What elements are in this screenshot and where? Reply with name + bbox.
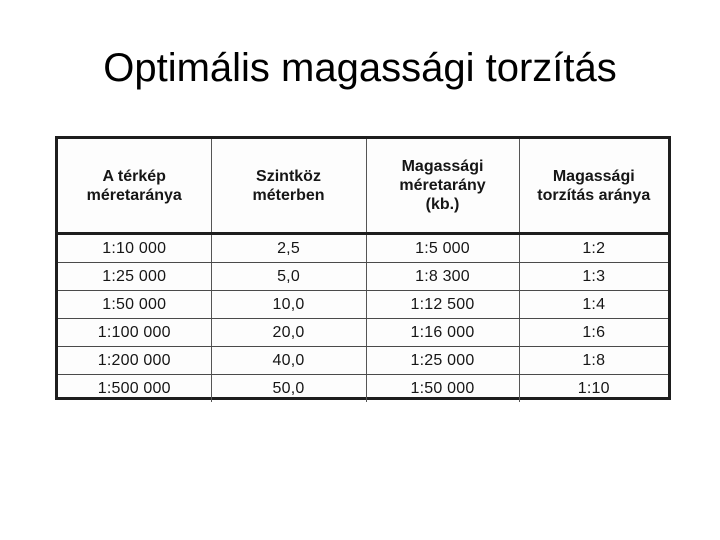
table-row <box>58 234 668 263</box>
table-row <box>58 347 668 375</box>
cell-exaggeration-ratio: 1:4 <box>519 291 668 319</box>
cell-exaggeration-ratio: 1:10 <box>577 379 610 397</box>
cell-map-scale: 1:25 000 <box>58 263 211 291</box>
cell-contour-interval: 20,0 <box>211 319 366 347</box>
table-row <box>58 375 668 403</box>
cell-contour-interval: 2,5 <box>211 234 366 263</box>
table-header <box>58 139 668 234</box>
header-map-scale: A térkép méretaránya <box>58 139 211 234</box>
table-row <box>58 291 668 319</box>
cell-map-scale: 1:10 000 <box>58 234 211 263</box>
cell-vertical-scale: 1:8 300 <box>366 263 519 291</box>
cell-map-scale: 1:50 000 <box>58 291 211 319</box>
slide-title: Optimális magassági torzítás <box>103 46 617 90</box>
cell-vertical-scale: 1:50 000 <box>366 375 519 403</box>
cell-vertical-scale: 1:25 000 <box>366 347 519 375</box>
header-vertical-scale: Magassági méretarány (kb.) <box>366 139 519 234</box>
cell-map-scale: 1:200 000 <box>58 347 211 375</box>
cell-contour-interval: 40,0 <box>211 347 366 375</box>
header-row <box>58 139 668 234</box>
distortion-table-frame <box>55 136 671 400</box>
cell-vertical-scale: 1:12 500 <box>366 291 519 319</box>
table-row <box>58 263 668 291</box>
table-row <box>58 319 668 347</box>
cell-exaggeration-ratio: 1:3 <box>519 263 668 291</box>
header-contour-interval: Szintköz méterben <box>211 139 366 234</box>
cell-contour-interval: 5,0 <box>211 263 366 291</box>
cell-map-scale: 1:100 000 <box>58 319 211 347</box>
cell-map-scale: 1:500 000 <box>58 375 211 403</box>
cell-contour-interval: 50,0 <box>211 375 366 403</box>
distortion-table <box>58 139 668 402</box>
cell-exaggeration-ratio: 1:2 <box>519 234 668 263</box>
cell-exaggeration-ratio: 1:8 <box>519 347 668 375</box>
cell-contour-interval: 10,0 <box>211 291 366 319</box>
cell-vertical-scale: 1:16 000 <box>366 319 519 347</box>
cell-exaggeration-ratio: 1:6 <box>519 319 668 347</box>
table-body <box>58 234 668 403</box>
cell-vertical-scale: 1:5 000 <box>366 234 519 263</box>
header-exaggeration-ratio: Magassági torzítás aránya <box>519 139 668 234</box>
